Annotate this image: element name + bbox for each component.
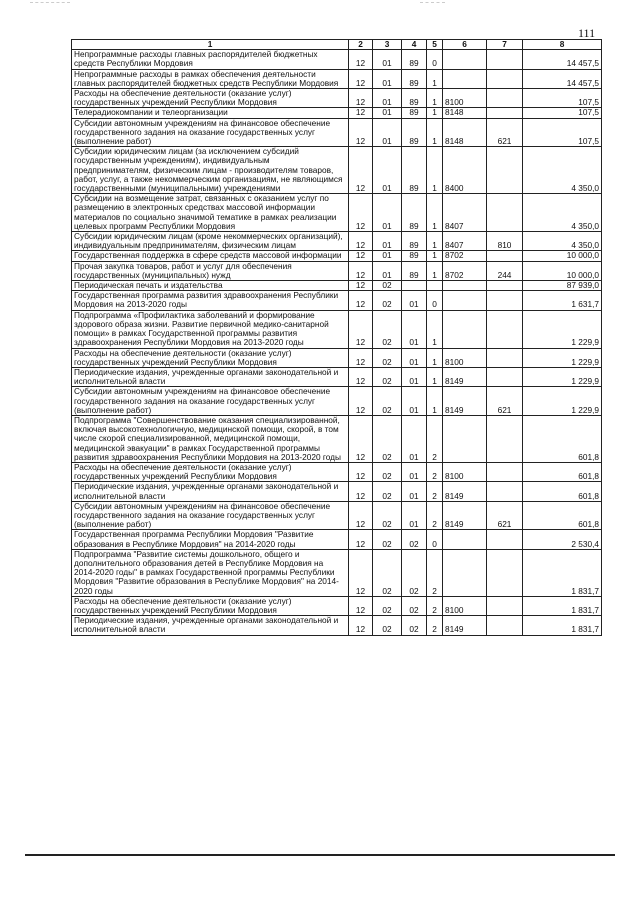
code-cell: 01 [373, 89, 402, 108]
code-cell: 12 [349, 616, 373, 635]
code-cell: 12 [349, 50, 373, 69]
table-row [72, 50, 602, 69]
code-cell: 1 [427, 232, 443, 251]
code-cell [443, 415, 487, 462]
code-cell: 8149 [443, 501, 487, 530]
item-name-cell: Подпрограмма "Совершенствование оказания специализированной, включая высокотехнологичную, медицинской помощи, скорой, в том числе скорой специализированной, медицинской помощи, медицинской эвакуации" в рамках Государственной программы развития здравоохранения Республики Мордовия на 2013-2020 годы [72, 415, 349, 462]
code-cell [487, 596, 523, 615]
code-cell [443, 50, 487, 69]
amount-cell: 1 631,7 [523, 291, 602, 310]
code-cell: 1 [427, 261, 443, 280]
code-cell: 01 [373, 108, 402, 118]
amount-cell: 4 350,0 [523, 232, 602, 251]
code-cell: 8149 [443, 616, 487, 635]
table-row [72, 108, 602, 118]
code-cell: 02 [373, 596, 402, 615]
code-cell: 1 [427, 251, 443, 261]
code-cell: 12 [349, 549, 373, 596]
code-cell: 02 [402, 616, 427, 635]
table-row [72, 482, 602, 501]
code-cell: 02 [373, 281, 402, 291]
code-cell: 01 [402, 367, 427, 386]
code-cell: 12 [349, 462, 373, 481]
code-cell: 12 [349, 251, 373, 261]
code-cell: 2 [427, 596, 443, 615]
code-cell: 89 [402, 261, 427, 280]
table-row [72, 501, 602, 530]
code-cell: 12 [349, 348, 373, 367]
code-cell [487, 530, 523, 549]
item-name-cell: Непрограммные расходы в рамках обеспечения деятельности главных распорядителей бюджетных средств Республики Мордовия [72, 69, 349, 88]
code-cell [487, 50, 523, 69]
code-cell [487, 89, 523, 108]
item-name-cell: Расходы на обеспечение деятельности (оказание услуг) государственных учреждений Республики Мордовия [72, 596, 349, 615]
code-cell: 1 [427, 89, 443, 108]
code-cell: 02 [373, 482, 402, 501]
code-cell: 8100 [443, 462, 487, 481]
table-row [72, 194, 602, 232]
code-cell: 1 [427, 367, 443, 386]
code-cell: 0 [427, 530, 443, 549]
header-cell: 1 [72, 40, 349, 50]
code-cell: 01 [402, 348, 427, 367]
code-cell: 01 [402, 462, 427, 481]
code-cell [487, 616, 523, 635]
table-row [72, 596, 602, 615]
amount-cell: 1 229,9 [523, 310, 602, 348]
table-row [72, 118, 602, 147]
header-row [72, 40, 602, 50]
code-cell: 2 [427, 616, 443, 635]
code-cell: 01 [402, 415, 427, 462]
amount-cell: 1 229,9 [523, 387, 602, 416]
table-row [72, 348, 602, 367]
item-name-cell: Государственная поддержка в сфере средств массовой информации [72, 251, 349, 261]
table-row [72, 367, 602, 386]
code-cell [487, 462, 523, 481]
header-cell: 5 [427, 40, 443, 50]
code-cell: 02 [373, 348, 402, 367]
item-name-cell: Субсидии на возмещение затрат, связанных с оказанием услуг по размещению в электронных средствах массовой информации материалов по социально значимой тематике в рамках реализации целевых программ Республики Мордовия [72, 194, 349, 232]
code-cell: 12 [349, 89, 373, 108]
amount-cell: 4 350,0 [523, 194, 602, 232]
item-name-cell: Государственная программа развития здравоохранения Республики Мордовия на 2013-2020 годы [72, 291, 349, 310]
code-cell: 8100 [443, 596, 487, 615]
table-row [72, 232, 602, 251]
item-name-cell: Расходы на обеспечение деятельности (оказание услуг) государственных учреждений Республики Мордовия [72, 89, 349, 108]
code-cell [443, 291, 487, 310]
code-cell: 12 [349, 482, 373, 501]
code-cell: 12 [349, 310, 373, 348]
code-cell: 01 [402, 387, 427, 416]
code-cell: 12 [349, 261, 373, 280]
code-cell: 12 [349, 69, 373, 88]
code-cell: 12 [349, 194, 373, 232]
code-cell: 810 [487, 232, 523, 251]
code-cell: 89 [402, 108, 427, 118]
code-cell: 89 [402, 118, 427, 147]
amount-cell: 14 457,5 [523, 50, 602, 69]
code-cell: 8148 [443, 118, 487, 147]
code-cell: 8400 [443, 147, 487, 194]
item-name-cell: Периодические издания, учрежденные органами законодательной и исполнительной власти [72, 367, 349, 386]
header-cell: 2 [349, 40, 373, 50]
code-cell [487, 348, 523, 367]
amount-cell: 601,8 [523, 501, 602, 530]
amount-cell: 601,8 [523, 462, 602, 481]
code-cell: 8407 [443, 232, 487, 251]
code-cell: 1 [427, 69, 443, 88]
code-cell: 1 [427, 108, 443, 118]
amount-cell: 10 000,0 [523, 261, 602, 280]
table-body [72, 50, 602, 635]
amount-cell: 107,5 [523, 108, 602, 118]
code-cell: 8407 [443, 194, 487, 232]
code-cell: 01 [373, 147, 402, 194]
item-name-cell: Субсидии автономным учреждениям на финансовое обеспечение государственного задания на оказание государственных услуг (выполнение работ) [72, 118, 349, 147]
code-cell: 8149 [443, 367, 487, 386]
code-cell [487, 194, 523, 232]
code-cell [443, 69, 487, 88]
code-cell: 8100 [443, 89, 487, 108]
code-cell: 01 [373, 50, 402, 69]
header-cell: 4 [402, 40, 427, 50]
code-cell: 02 [373, 387, 402, 416]
code-cell: 02 [373, 501, 402, 530]
code-cell [487, 251, 523, 261]
amount-cell: 14 457,5 [523, 69, 602, 88]
code-cell: 1 [427, 348, 443, 367]
code-cell: 8148 [443, 108, 487, 118]
code-cell: 02 [373, 291, 402, 310]
code-cell: 1 [427, 387, 443, 416]
code-cell: 12 [349, 232, 373, 251]
header-cell: 6 [443, 40, 487, 50]
code-cell: 2 [427, 415, 443, 462]
code-cell: 01 [373, 69, 402, 88]
code-cell: 12 [349, 501, 373, 530]
budget-table [71, 39, 602, 636]
code-cell: 8149 [443, 482, 487, 501]
code-cell: 02 [402, 596, 427, 615]
code-cell [487, 367, 523, 386]
item-name-cell: Подпрограмма «Профилактика заболеваний и формирование здорового образа жизни. Развитие первичной медико-санитарной помощи» в рамках Государственной программы развития здравоохранения Республики Мордовия на 2013-2020 годы [72, 310, 349, 348]
item-name-cell: Непрограммные расходы главных распорядителей бюджетных средств Республики Мордовия [72, 50, 349, 69]
code-cell: 2 [427, 549, 443, 596]
code-cell: 02 [373, 310, 402, 348]
table-row [72, 261, 602, 280]
code-cell: 244 [487, 261, 523, 280]
code-cell: 12 [349, 291, 373, 310]
amount-cell: 4 350,0 [523, 147, 602, 194]
header-cell: 3 [373, 40, 402, 50]
code-cell: 01 [402, 291, 427, 310]
header-cell: 7 [487, 40, 523, 50]
code-cell: 01 [402, 501, 427, 530]
header-cell: 8 [523, 40, 602, 50]
code-cell: 12 [349, 415, 373, 462]
code-cell: 8149 [443, 387, 487, 416]
code-cell: 02 [373, 415, 402, 462]
code-cell: 02 [373, 367, 402, 386]
table-row [72, 147, 602, 194]
amount-cell: 1 831,7 [523, 596, 602, 615]
code-cell [443, 530, 487, 549]
code-cell: 12 [349, 118, 373, 147]
table-row [72, 462, 602, 481]
amount-cell: 1 831,7 [523, 616, 602, 635]
code-cell: 02 [402, 530, 427, 549]
amount-cell: 10 000,0 [523, 251, 602, 261]
code-cell: 621 [487, 387, 523, 416]
code-cell: 01 [373, 251, 402, 261]
code-cell: 89 [402, 69, 427, 88]
table-row [72, 387, 602, 416]
table-header [72, 40, 602, 50]
item-name-cell: Субсидии юридическим лицам (кроме некоммерческих организаций), индивидуальным предпринимателям, физическим лицам [72, 232, 349, 251]
table-row [72, 530, 602, 549]
table-row [72, 549, 602, 596]
code-cell [487, 310, 523, 348]
amount-cell: 107,5 [523, 118, 602, 147]
code-cell [402, 281, 427, 291]
code-cell: 2 [427, 462, 443, 481]
code-cell: 02 [373, 616, 402, 635]
code-cell [487, 549, 523, 596]
code-cell: 12 [349, 596, 373, 615]
item-name-cell: Субсидии юридическим лицам (за исключением субсидий государственным учреждениям), индивидуальным предпринимателям, физическим лицам - производителям товаров, работ, услуг, а также некоммерческим организациям, не являющимся государственными (муниципальными) учреждениями [72, 147, 349, 194]
page-number: 111 [578, 26, 596, 40]
code-cell: 12 [349, 530, 373, 549]
code-cell: 89 [402, 89, 427, 108]
item-name-cell: Периодические издания, учрежденные органами законодательной и исполнительной власти [72, 482, 349, 501]
code-cell: 89 [402, 194, 427, 232]
code-cell [487, 281, 523, 291]
code-cell: 12 [349, 387, 373, 416]
code-cell: 0 [427, 50, 443, 69]
code-cell: 1 [427, 194, 443, 232]
code-cell: 01 [373, 118, 402, 147]
code-cell [443, 549, 487, 596]
code-cell [427, 281, 443, 291]
item-name-cell: Государственная программа Республики Мордовия "Развитие образования в Республике Мордовия" на 2014-2020 годы [72, 530, 349, 549]
scan-artifact [420, 2, 445, 4]
table-row [72, 281, 602, 291]
item-name-cell: Периодические издания, учрежденные органами законодательной и исполнительной власти [72, 616, 349, 635]
item-name-cell: Расходы на обеспечение деятельности (оказание услуг) государственных учреждений Республики Мордовия [72, 348, 349, 367]
table-row [72, 89, 602, 108]
code-cell: 89 [402, 232, 427, 251]
code-cell: 02 [373, 462, 402, 481]
code-cell: 8702 [443, 251, 487, 261]
code-cell: 01 [373, 194, 402, 232]
item-name-cell: Субсидии автономным учреждениям на финансовое обеспечение государственного задания на оказание государственных услуг (выполнение работ) [72, 387, 349, 416]
code-cell: 0 [427, 291, 443, 310]
code-cell: 89 [402, 147, 427, 194]
code-cell: 02 [373, 530, 402, 549]
item-name-cell: Периодическая печать и издательства [72, 281, 349, 291]
code-cell: 02 [402, 549, 427, 596]
code-cell: 02 [373, 549, 402, 596]
page-footer-rule [25, 854, 615, 856]
code-cell: 01 [402, 310, 427, 348]
amount-cell: 601,8 [523, 482, 602, 501]
code-cell [443, 310, 487, 348]
amount-cell: 601,8 [523, 415, 602, 462]
code-cell: 12 [349, 367, 373, 386]
code-cell [487, 69, 523, 88]
code-cell [487, 291, 523, 310]
code-cell: 8100 [443, 348, 487, 367]
code-cell [487, 415, 523, 462]
scan-artifact [30, 2, 70, 4]
code-cell: 01 [402, 482, 427, 501]
amount-cell: 2 530,4 [523, 530, 602, 549]
code-cell: 1 [427, 118, 443, 147]
amount-cell: 1 831,7 [523, 549, 602, 596]
code-cell: 89 [402, 50, 427, 69]
table-row [72, 616, 602, 635]
code-cell [443, 281, 487, 291]
table-row [72, 310, 602, 348]
code-cell: 2 [427, 501, 443, 530]
amount-cell: 1 229,9 [523, 348, 602, 367]
code-cell: 621 [487, 118, 523, 147]
code-cell [487, 482, 523, 501]
table-row [72, 251, 602, 261]
amount-cell: 1 229,9 [523, 367, 602, 386]
table-row [72, 415, 602, 462]
code-cell: 01 [373, 261, 402, 280]
code-cell: 2 [427, 482, 443, 501]
code-cell: 01 [373, 232, 402, 251]
amount-cell: 107,5 [523, 89, 602, 108]
item-name-cell: Расходы на обеспечение деятельности (оказание услуг) государственных учреждений Республики Мордовия [72, 462, 349, 481]
code-cell: 12 [349, 281, 373, 291]
code-cell: 12 [349, 147, 373, 194]
amount-cell: 87 939,0 [523, 281, 602, 291]
code-cell [487, 108, 523, 118]
code-cell [487, 147, 523, 194]
item-name-cell: Телерадиокомпании и телеорганизации [72, 108, 349, 118]
table-row [72, 291, 602, 310]
code-cell: 621 [487, 501, 523, 530]
code-cell: 89 [402, 251, 427, 261]
item-name-cell: Субсидии автономным учреждениям на финансовое обеспечение государственного задания на оказание государственных услуг (выполнение работ) [72, 501, 349, 530]
code-cell: 1 [427, 147, 443, 194]
code-cell: 12 [349, 108, 373, 118]
code-cell: 1 [427, 310, 443, 348]
item-name-cell: Прочая закупка товаров, работ и услуг для обеспечения государственных (муниципальных) нужд [72, 261, 349, 280]
item-name-cell: Подпрограмма "Развитие системы дошкольного, общего и дополнительного образования детей в Республике Мордовия на 2014-2020 годы" в рамках Государственной программы Республики Мордовия "Развитие образования в Республике Мордовия" на 2014-2020 годы [72, 549, 349, 596]
table-row [72, 69, 602, 88]
code-cell: 8702 [443, 261, 487, 280]
